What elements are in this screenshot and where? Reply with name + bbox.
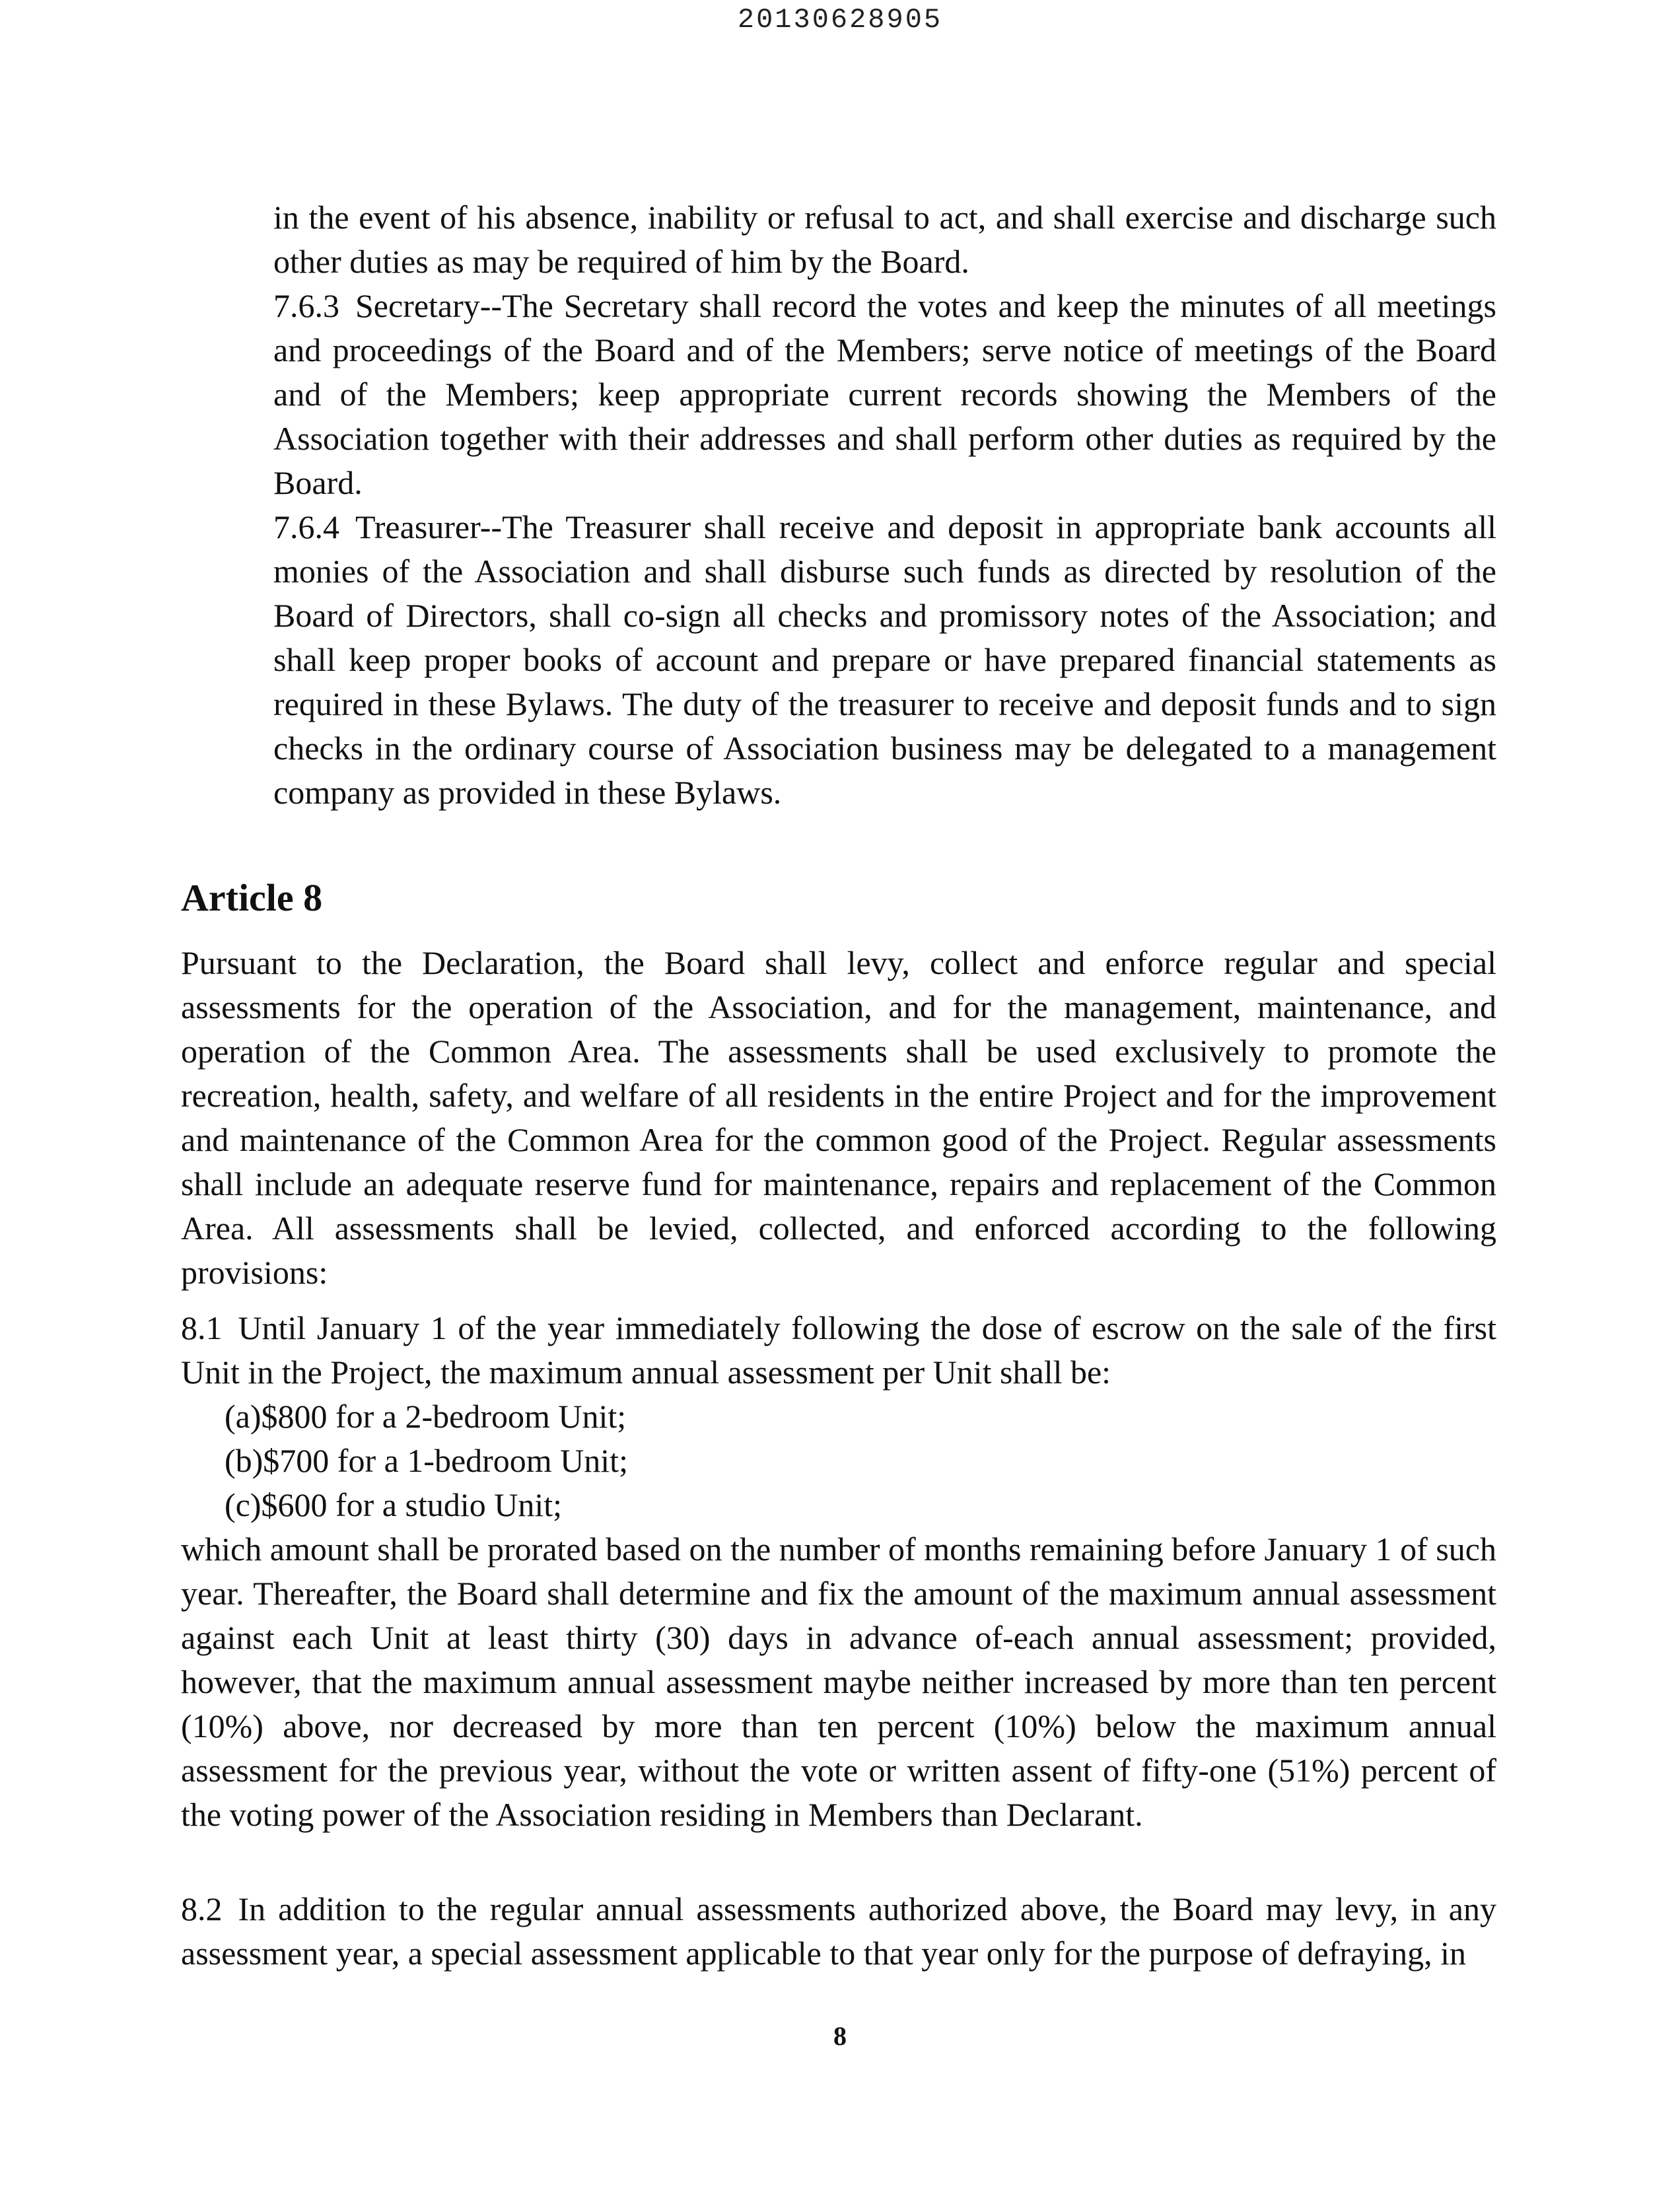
section-8-2 [181,1887,1496,1976]
section-number: 7.6.4 [273,508,339,545]
section-8-1-continuation: which amount shall be prorated based on the number of months remaining before January 1 of such year. Thereafter, the Board shall determine and fix the amount of the maximum annual assessment against each Unit at least thirty (30) days in advance of-each annual assessment; provided, however, that the maximum annual assessment maybe neither increased by more than ten percent (10%) above, nor decreased by more than ten percent (10%) below the maximum annual assessment for the previous year, without the vote or written assent of fifty-one (51%) percent of the voting power of the Association residing in Members than Declarant. [181,1531,1496,1833]
section-number: 8.2 [181,1890,223,1927]
section-7-6-4 [273,505,1496,815]
document-number: 20130628905 [737,4,943,36]
article-heading: Article 8 [181,876,323,919]
list-item: (b)$700 for a 1-bedroom Unit; [225,1442,628,1479]
section-text: Until January 1 of the year immediately following the dose of escrow on the sale of the first Unit in the Project, the maximum annual assessment per Unit shall be: [181,1309,1496,1391]
page-number: 8 [833,2021,847,2051]
section-text: Secretary--The Secretary shall record the votes and keep the minutes of all meetings and proceedings of the Board and of the Members; serve notice of meetings of the Board and of the Members; keep appropriate current records showing the Members of the Association together with their addresses and shall perform other duties as required by the Board. [273,287,1496,501]
section-text: In addition to the regular annual assessments authorized above, the Board may levy, in any assessment year, a special assessment applicable to that year only for the purpose of defraying, in [181,1890,1496,1972]
section-number: 7.6.3 [273,287,339,324]
section-number: 8.1 [181,1309,223,1346]
section-7-6-3 [273,284,1496,505]
list-item: (a)$800 for a 2-bedroom Unit; [225,1398,627,1435]
section-8-2-paragraph [181,1887,1496,1976]
officer-duties-section [273,195,1496,815]
section-8-1 [181,1306,1496,1837]
section-8-1-lead [181,1306,1496,1395]
intro-paragraph: Pursuant to the Declaration, the Board shall levy, collect and enforce regular and special assessments for the operation of the Association, and for the management, maintenance, and operation of the Common Area. The assessments shall be used exclusively to promote the recreation, health, safety, and welfare of all residents in the entire Project and for the improvement and maintenance of the Common Area for the common good of the Project. Regular assessments shall include an adequate reserve fund for maintenance, repairs and replacement of the Common Area. All assessments shall be levied, collected, and enforced according to the following provisions: [181,944,1496,1291]
list-item: (c)$600 for a studio Unit; [225,1486,563,1523]
continuation-paragraph: in the event of his absence, inability or refusal to act, and shall exercise and discharge such other duties as may be required of him by the Board. [273,199,1496,280]
article-intro [181,941,1496,1295]
section-text: Treasurer--The Treasurer shall receive and deposit in appropriate bank accounts all monies of the Association and shall disburse such funds as directed by resolution of the Board of Directors, shall co-sign all checks and promissory notes of the Association; and shall keep proper books of account and prepare or have prepared financial statements as required in these Bylaws. The duty of the treasurer to receive and deposit funds and to sign checks in the ordinary course of Association business may be delegated to a management company as provided in these Bylaws. [273,508,1496,811]
